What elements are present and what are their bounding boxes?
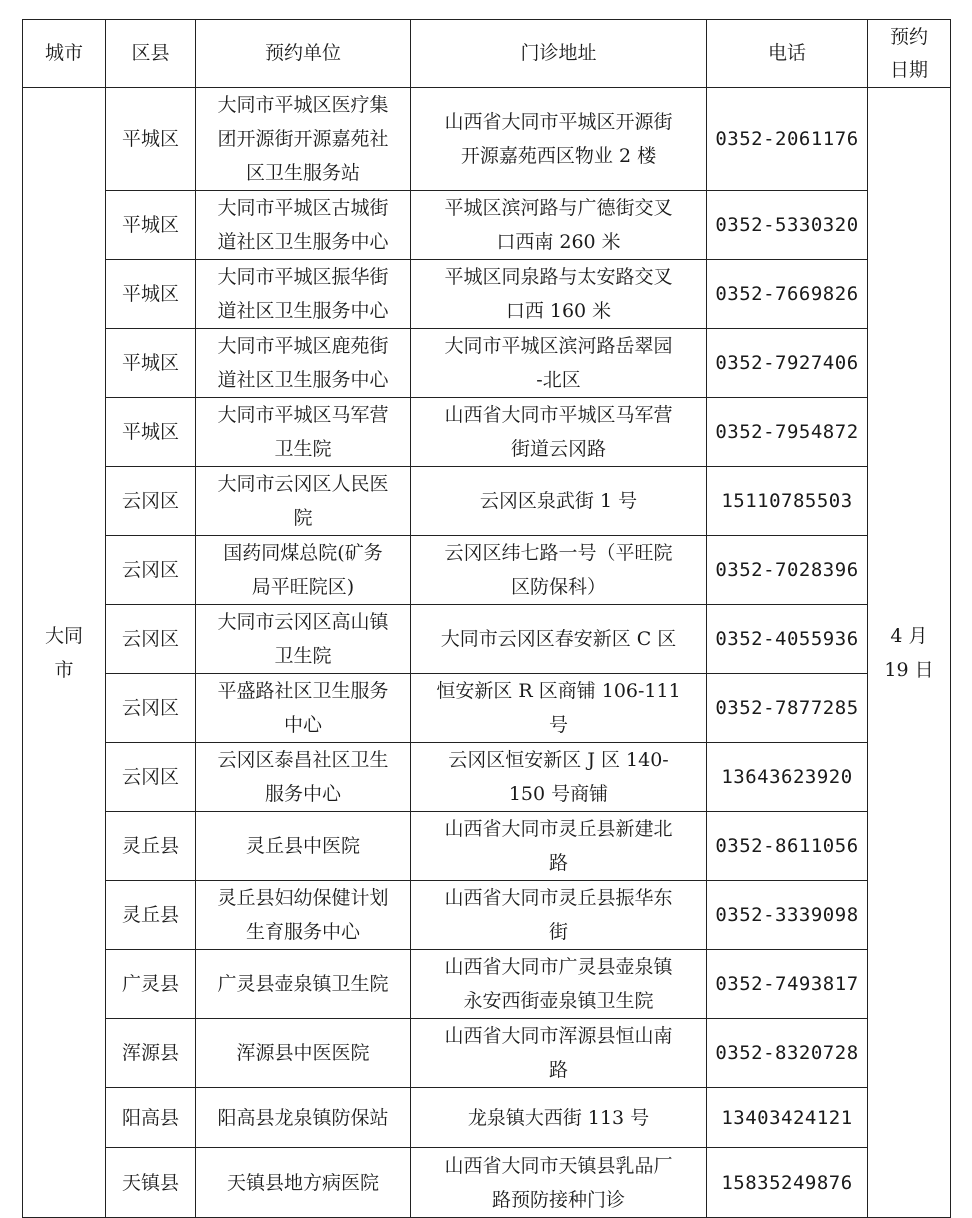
table-row <box>23 881 951 950</box>
address-cell <box>411 329 707 398</box>
header-date <box>868 20 951 88</box>
address-cell <box>411 674 707 743</box>
address-cell <box>411 1019 707 1088</box>
table-row <box>23 1148 951 1218</box>
unit-line: 灵丘县妇幼保健计划 <box>217 887 389 909</box>
unit-line: 平盛路社区卫生服务 <box>217 680 389 702</box>
address-line: 山西省大同市平城区马军营 <box>444 404 673 426</box>
district-cell: 云冈区 <box>106 467 196 536</box>
address-cell <box>411 191 707 260</box>
header-row <box>23 20 951 88</box>
header-unit: 预约单位 <box>196 20 411 88</box>
city-name-line2: 市 <box>54 658 74 681</box>
unit-line: 国药同煤总院(矿务 <box>223 542 383 564</box>
address-line: 龙泉镇大西街 113 号 <box>467 1106 650 1129</box>
address-line: 路 <box>548 1059 568 1081</box>
unit-cell <box>196 536 411 605</box>
header-date-line2: 日期 <box>889 58 928 81</box>
unit-line: 浑源县中医医院 <box>236 1042 370 1064</box>
unit-line: 区卫生服务站 <box>245 162 360 184</box>
district-cell: 灵丘县 <box>106 881 196 950</box>
address-line: 平城区同泉路与太安路交叉 <box>444 266 673 288</box>
table-row <box>23 88 951 191</box>
unit-line: 大同市云冈区高山镇 <box>217 611 389 633</box>
address-line: 150 号商铺 <box>508 783 609 805</box>
district-cell: 平城区 <box>106 260 196 329</box>
table-row <box>23 743 951 812</box>
phone-cell: 13403424121 <box>707 1088 868 1148</box>
phone-cell: 0352-8320728 <box>707 1019 868 1088</box>
address-line: -北区 <box>536 369 581 391</box>
address-line: 山西省大同市灵丘县振华东 <box>444 887 673 909</box>
table-row <box>23 950 951 1019</box>
unit-line: 大同市平城区马军营 <box>217 404 389 426</box>
address-cell <box>411 950 707 1019</box>
district-cell: 平城区 <box>106 329 196 398</box>
district-cell: 浑源县 <box>106 1019 196 1088</box>
header-date-line1: 预约 <box>889 25 928 48</box>
address-cell <box>411 881 707 950</box>
header-address: 门诊地址 <box>411 20 707 88</box>
address-line: 永安西街壶泉镇卫生院 <box>463 990 654 1012</box>
address-cell <box>411 398 707 467</box>
unit-line: 生育服务中心 <box>245 921 360 943</box>
table-row <box>23 674 951 743</box>
unit-cell <box>196 812 411 881</box>
date-line2: 19 日 <box>884 658 934 681</box>
address-line: 路预防接种门诊 <box>491 1188 625 1211</box>
unit-cell <box>196 398 411 467</box>
address-line: 大同市平城区滨河路岳翠园 <box>444 335 673 357</box>
table-row <box>23 605 951 674</box>
table-row <box>23 1019 951 1088</box>
address-line: 山西省大同市天镇县乳品厂 <box>444 1154 673 1177</box>
table-row <box>23 191 951 260</box>
unit-cell <box>196 88 411 191</box>
address-line: 街 <box>548 921 568 943</box>
district-cell: 平城区 <box>106 398 196 467</box>
address-cell <box>411 812 707 881</box>
unit-line: 道社区卫生服务中心 <box>217 369 389 391</box>
table-row <box>23 467 951 536</box>
address-line: 大同市云冈区春安新区 C 区 <box>440 628 677 650</box>
district-cell: 灵丘县 <box>106 812 196 881</box>
table-row <box>23 329 951 398</box>
table-row <box>23 398 951 467</box>
phone-cell: 0352-7669826 <box>707 260 868 329</box>
address-line: 口西 160 米 <box>505 300 612 322</box>
unit-line: 大同市平城区振华街 <box>217 266 389 288</box>
address-line: 云冈区泉武街 1 号 <box>479 490 638 512</box>
unit-line: 大同市云冈区人民医 <box>217 473 389 495</box>
unit-cell <box>196 743 411 812</box>
district-cell: 云冈区 <box>106 605 196 674</box>
unit-cell <box>196 191 411 260</box>
phone-cell: 15835249876 <box>707 1148 868 1218</box>
vaccination-schedule-table <box>22 19 951 1218</box>
address-line: 山西省大同市灵丘县新建北 <box>444 818 673 840</box>
unit-line: 大同市平城区古城街 <box>217 197 389 219</box>
table-row <box>23 536 951 605</box>
header-district: 区县 <box>106 20 196 88</box>
unit-cell <box>196 1148 411 1218</box>
address-line: 开源嘉苑西区物业 2 楼 <box>460 145 657 167</box>
address-line: 号 <box>548 714 568 736</box>
unit-line: 卫生院 <box>274 438 332 460</box>
unit-cell <box>196 329 411 398</box>
district-cell: 阳高县 <box>106 1088 196 1148</box>
unit-line: 局平旺院区) <box>251 576 355 598</box>
unit-cell <box>196 467 411 536</box>
unit-line: 道社区卫生服务中心 <box>217 300 389 322</box>
address-cell <box>411 88 707 191</box>
header-phone: 电话 <box>707 20 868 88</box>
address-cell <box>411 1088 707 1148</box>
district-cell: 平城区 <box>106 191 196 260</box>
unit-line: 大同市平城区医疗集 <box>217 94 389 116</box>
unit-line: 广灵县壶泉镇卫生院 <box>217 973 389 995</box>
unit-cell <box>196 260 411 329</box>
phone-cell: 0352-5330320 <box>707 191 868 260</box>
unit-line: 天镇县地方病医院 <box>226 1171 379 1194</box>
table-row <box>23 1088 951 1148</box>
phone-cell: 0352-3339098 <box>707 881 868 950</box>
address-line: 平城区滨河路与广德街交叉 <box>444 197 673 219</box>
unit-line: 大同市平城区鹿苑街 <box>217 335 389 357</box>
unit-line: 团开源街开源嘉苑社 <box>217 128 389 150</box>
address-line: 云冈区纬七路一号（平旺院 <box>444 542 673 564</box>
unit-cell <box>196 881 411 950</box>
unit-line: 院 <box>293 507 313 529</box>
phone-cell: 13643623920 <box>707 743 868 812</box>
unit-line: 卫生院 <box>274 645 332 667</box>
district-cell: 广灵县 <box>106 950 196 1019</box>
unit-cell <box>196 605 411 674</box>
address-line: 区防保科） <box>510 576 606 598</box>
phone-cell: 0352-7954872 <box>707 398 868 467</box>
district-cell: 天镇县 <box>106 1148 196 1218</box>
address-line: 路 <box>548 852 568 874</box>
unit-line: 灵丘县中医院 <box>245 835 360 857</box>
table-row <box>23 812 951 881</box>
address-cell <box>411 743 707 812</box>
city-cell <box>23 88 106 1218</box>
address-cell <box>411 260 707 329</box>
district-cell: 云冈区 <box>106 674 196 743</box>
address-line: 街道云冈路 <box>510 438 606 460</box>
address-line: 山西省大同市浑源县恒山南 <box>444 1025 673 1047</box>
phone-cell: 15110785503 <box>707 467 868 536</box>
address-line: 口西南 260 米 <box>496 231 621 253</box>
phone-cell: 0352-7493817 <box>707 950 868 1019</box>
unit-cell <box>196 950 411 1019</box>
district-cell: 平城区 <box>106 88 196 191</box>
unit-line: 道社区卫生服务中心 <box>217 231 389 253</box>
unit-cell <box>196 1019 411 1088</box>
unit-line: 云冈区泰昌社区卫生 <box>217 749 389 771</box>
district-cell: 云冈区 <box>106 743 196 812</box>
phone-cell: 0352-2061176 <box>707 88 868 191</box>
table-row <box>23 260 951 329</box>
address-cell <box>411 1148 707 1218</box>
date-cell <box>868 88 951 1218</box>
phone-cell: 0352-7927406 <box>707 329 868 398</box>
phone-cell: 0352-8611056 <box>707 812 868 881</box>
unit-line: 中心 <box>283 714 322 736</box>
phone-cell: 0352-7028396 <box>707 536 868 605</box>
city-name-line1: 大同 <box>44 624 83 647</box>
unit-cell <box>196 674 411 743</box>
phone-cell: 0352-4055936 <box>707 605 868 674</box>
unit-line: 阳高县龙泉镇防保站 <box>217 1106 389 1129</box>
date-line1: 4 月 <box>890 624 928 647</box>
address-line: 云冈区恒安新区 J 区 140- <box>448 749 669 771</box>
address-cell <box>411 605 707 674</box>
address-line: 恒安新区 R 区商铺 106-111 <box>436 680 681 702</box>
address-cell <box>411 467 707 536</box>
header-city: 城市 <box>23 20 106 88</box>
district-cell: 云冈区 <box>106 536 196 605</box>
address-cell <box>411 536 707 605</box>
phone-cell: 0352-7877285 <box>707 674 868 743</box>
address-line: 山西省大同市平城区开源街 <box>444 111 673 133</box>
unit-cell <box>196 1088 411 1148</box>
unit-line: 服务中心 <box>264 783 341 805</box>
address-line: 山西省大同市广灵县壶泉镇 <box>444 956 673 978</box>
